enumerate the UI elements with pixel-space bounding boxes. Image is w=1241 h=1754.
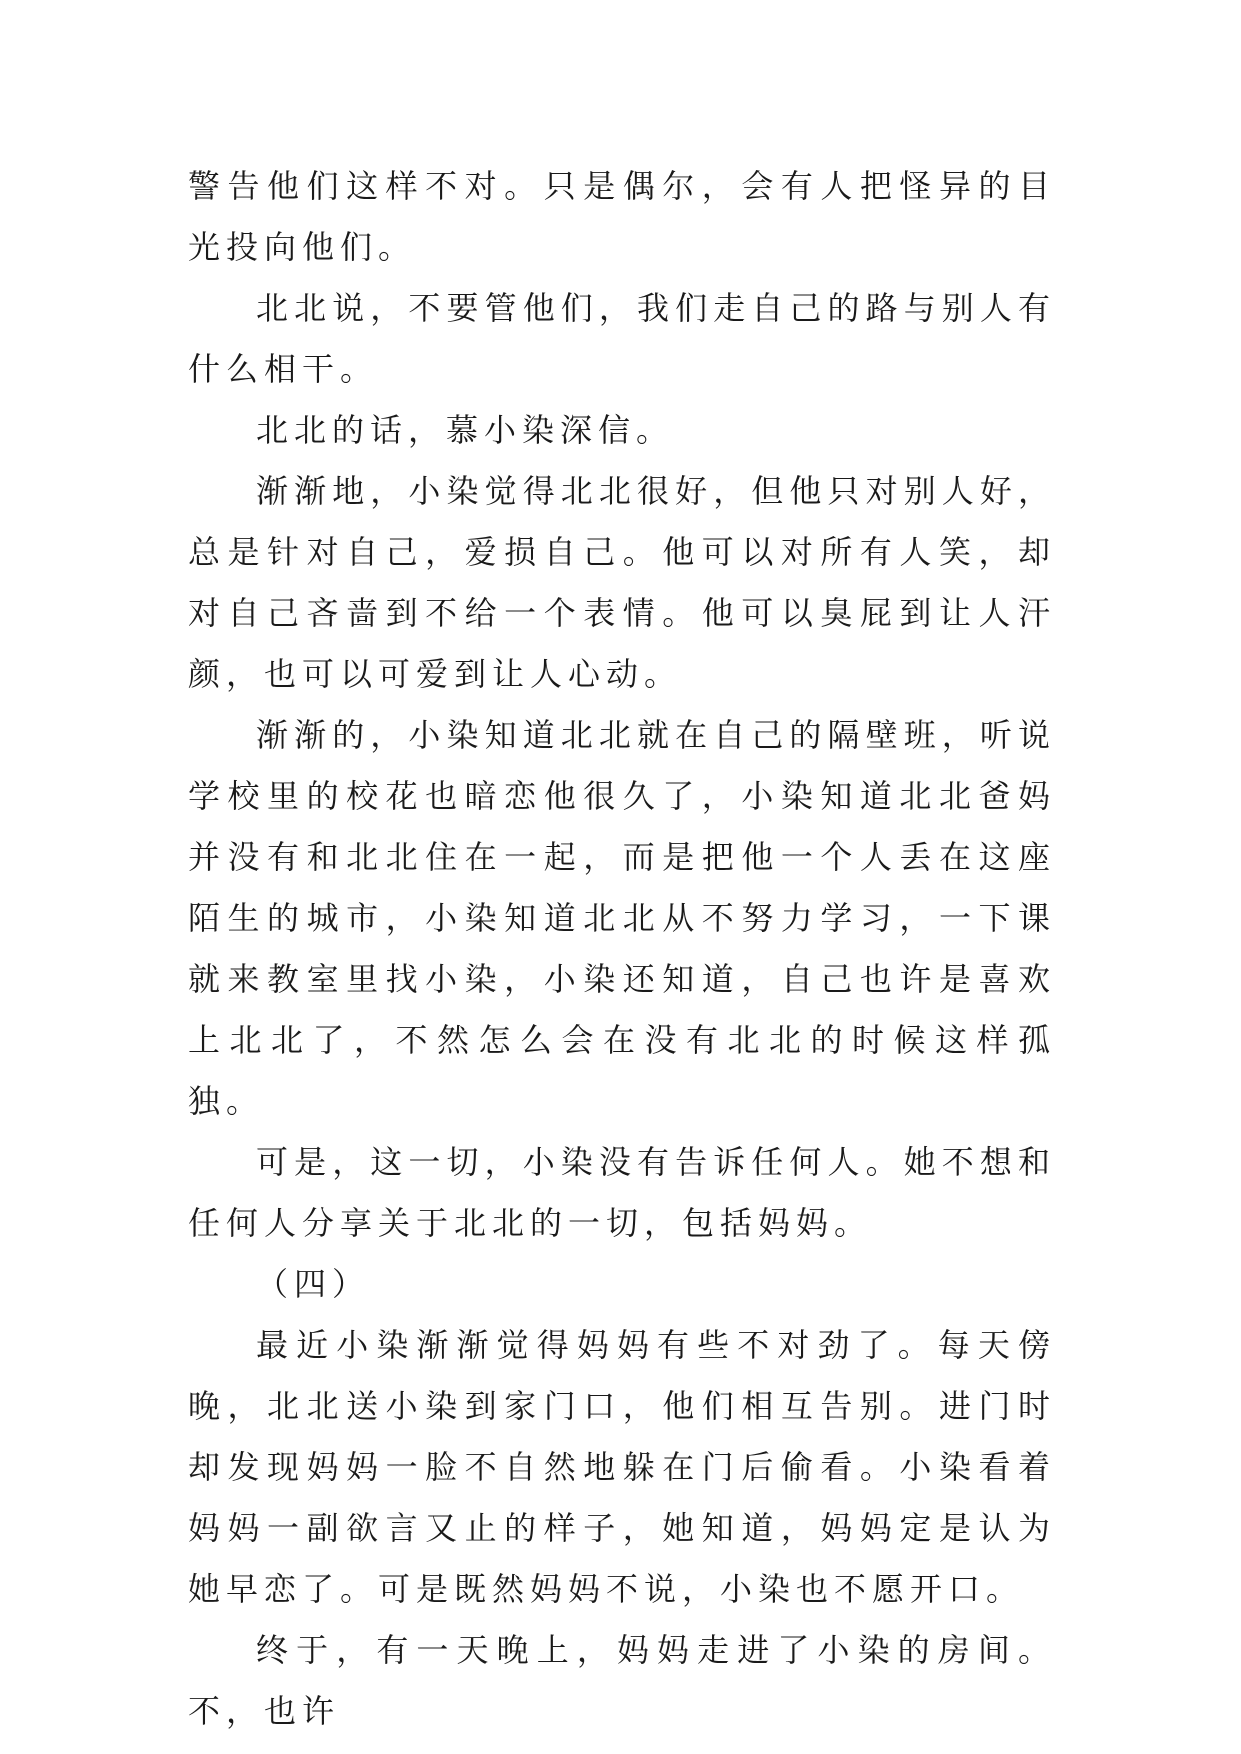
paragraph: 北北说，不要管他们，我们走自己的路与别人有什么相干。: [188, 289, 1056, 388]
paragraph: 终于，有一天晚上，妈妈走进了小染的房间。不，也许: [188, 1631, 1056, 1730]
paragraph: 渐渐地，小染觉得北北很好，但他只对别人好，总是针对自己，爱损自己。他可以对所有人笑，却对自己吝啬到不给一个表情。他可以臭屁到让人汗颜，也可以可爱到让人心动。: [188, 472, 1056, 693]
paragraph: 渐渐的，小染知道北北就在自己的隔壁班，听说学校里的校花也暗恋他很久了，小染知道北北爸妈并没有和北北住在一起，而是把他一个人丢在这座陌生的城市，小染知道北北从不努力学习，一下课就来教室里找小染，小染还知道，自己也许是喜欢上北北了，不然怎么会在没有北北的时候这样孤独。: [188, 716, 1056, 1120]
paragraph: 可是，这一切，小染没有告诉任何人。她不想和任何人分享关于北北的一切，包括妈妈。: [188, 1143, 1056, 1242]
paragraph-continuation: 警告他们这样不对。只是偶尔，会有人把怪异的目光投向他们。: [188, 167, 1056, 266]
paragraph: 北北的话，慕小染深信。: [256, 411, 675, 449]
section-heading: （四）: [256, 1265, 371, 1303]
paragraph: 最近小染渐渐觉得妈妈有些不对劲了。每天傍晚，北北送小染到家门口，他们相互告别。进门时却发现妈妈一脸不自然地躲在门后偷看。小染看着妈妈一副欲言又止的样子，她知道，妈妈定是认为她早恋了。可是既然妈妈不说，小染也不愿开口。: [188, 1326, 1056, 1608]
document-page: [188, 156, 1056, 1742]
